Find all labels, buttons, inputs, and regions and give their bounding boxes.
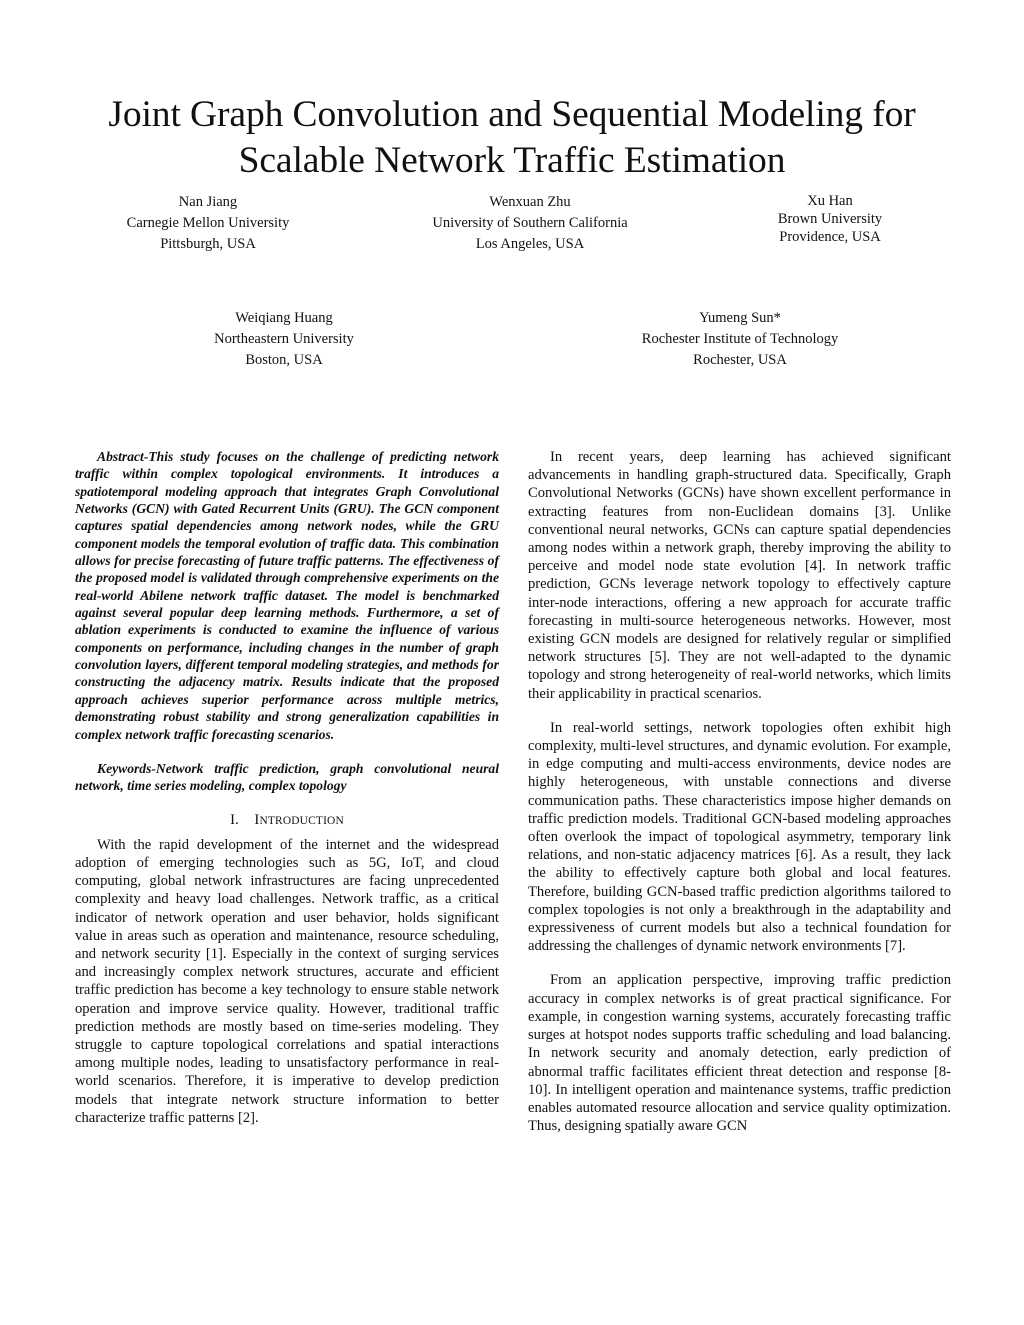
paper-title-line-1: Joint Graph Convolution and Sequential Modeling for [108,94,916,135]
author-block-4 [174,308,394,371]
author-block-1 [108,192,308,255]
keywords: Keywords-Network traffic prediction, graph convolutional neural network, time series modeling, complex topology [75,760,499,794]
paper-title-line-2: Scalable Network Traffic Estimation [238,140,786,181]
section-title-initial: I [254,811,260,828]
section-number: I. [230,811,239,828]
author-name: Weiqiang Huang [235,310,333,326]
right-column [528,448,951,1135]
author-name: Nan Jiang [178,194,238,210]
abstract: Abstract-This study focuses on the challenge of predicting network traffic within complex topological environments. It introduces a spatiotemporal modeling approach that integrates Graph Convolutional Networks (GCN) with Gated Recurrent Units (GRU). The GCN component captures spatial dependencies among network nodes, while the GRU component models the temporal evolution of traffic data. This combination allows for precise forecasting of future traffic patterns. The effectiveness of the proposed model is validated through comprehensive experiments on the real-world Abilene network traffic dataset. The model is benchmarked against several popular deep learning methods. Furthermore, a set of ablation experiments is conducted to examine the influence of various components on performance, including changes in the number of graph convolution layers, different temporal modeling strategies, and methods for constructing the adjacency matrix. Results indicate that the proposed approach achieves superior performance across multiple metrics, demonstrating robust stability and strong generalization capabilities in complex network traffic forecasting scenarios. [75,449,499,742]
intro-paragraph-1: With the rapid development of the internet and the widespread adoption of emerging technologies such as 5G, IoT, and cloud computing, global network infrastructures are facing unprecedented complexity and heavy load challenges. Network traffic, as a critical indicator of network operation and user behavior, holds significant value in areas such as operation and maintenance, resource scheduling, and network security [1]. Especially in the context of surging services and increasingly complex network structures, accurate and efficient traffic prediction has become a key technology to ensure stable network operation and improve service quality. However, traditional traffic prediction methods are mostly based on time-series modeling. They struggle to capture topological correlations and spatial interactions among multiple nodes, leading to unsatisfactory performance in real-world scenarios. Therefore, it is imperative to develop prediction models that integrate network structure information to better characterize traffic patterns [2]. [75,836,499,1126]
paper-title [40,92,984,184]
author-location: Los Angeles, USA [475,236,585,252]
author-location: Providence, USA [779,229,881,245]
author-block-2 [410,192,650,255]
author-affiliation: University of Southern California [432,215,628,231]
intro-paragraph-3: In real-world settings, network topologies often exhibit high complexity, multi-level structures, and dynamic evolution. For example, in edge computing and multi-access environments, device nodes are highly heterogeneous, with unstable connections and diverse communication paths. These characteristics impose higher demands on traffic prediction models. Traditional GCN-based modeling approaches often overlook the impact of topological asymmetry, temporary link relations, and non-static adjacency matrices [6]. As a result, they lack the ability to effectively capture both global and local features. Therefore, building GCN-based traffic prediction algorithms tailored to complex topologies is not only a breakthrough in the adaptability and expressiveness of current models but also a technical foundation for addressing the challenges of dynamic network environments [7]. [528,719,951,955]
author-location: Rochester, USA [693,352,787,368]
intro-paragraph-2: In recent years, deep learning has achieved significant advancements in handling graph-structured data. Specifically, Graph Convolutional Networks (GCNs) have shown excellent performance in extracting features from non-Euclidean domains [3]. Unlike conventional neural networks, GCNs can capture spatial dependencies among nodes within a network graph, thereby improving the ability to perceive and model node state evolution [4]. In network traffic prediction, GCNs leverage network topology to effectively capture inter-node interactions, offering a new approach for accurate traffic forecasting in multi-source heterogeneous networks. However, most existing GCN models are designed for relatively regular or simplified network structures [5]. They are not well-adapted to the dynamic topology and strong heterogeneity of real-world networks, which limits their applicability in practical scenarios. [528,449,951,702]
intro-paragraph-4: From an application perspective, improving traffic prediction accuracy in complex networks is of great practical significance. For example, in congestion warning systems, accurately forecasting traffic surges at hotspot nodes supports traffic scheduling and load balancing. In network security and anomaly detection, early prediction of abnormal traffic facilitates efficient threat detection and response [8-10]. In intelligent operation and maintenance systems, traffic prediction enables automated resource allocation and service quality optimization. Thus, designing spatially aware GCN [528,972,951,1135]
author-block-3 [730,192,930,246]
author-name: Yumeng Sun* [699,310,781,326]
author-location: Boston, USA [245,352,323,368]
author-name: Wenxuan Zhu [489,194,571,210]
author-affiliation: Carnegie Mellon University [126,215,290,231]
author-name: Xu Han [807,193,853,209]
section-heading-introduction [75,811,499,830]
author-location: Pittsburgh, USA [160,236,256,252]
author-block-5 [620,308,860,371]
author-affiliation: Northeastern University [214,331,354,347]
section-title-rest: NTRODUCTION [259,814,344,827]
author-affiliation: Brown University [777,211,883,227]
left-column [75,448,499,1127]
author-affiliation: Rochester Institute of Technology [641,331,839,347]
